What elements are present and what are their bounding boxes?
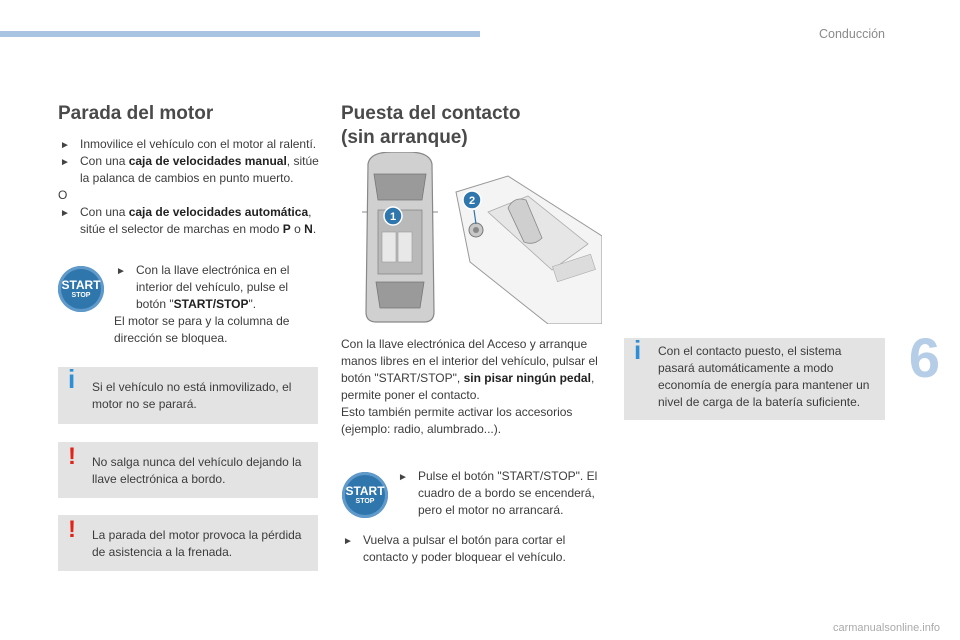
triangle-bullet-icon: ► <box>398 472 408 483</box>
info-box: i Si el vehículo no está inmovilizado, el motor no se parará. <box>58 367 318 424</box>
triangle-bullet-icon: ► <box>343 536 353 547</box>
list-item: ► Con la llave electrónica en el interior del vehículo, pulse el botón "START/STOP". <box>116 263 290 311</box>
triangle-bullet-icon: ► <box>60 208 70 219</box>
svg-text:1: 1 <box>389 211 397 223</box>
ignition-description <box>341 336 603 438</box>
footer-watermark: carmanualsonline.info <box>832 622 940 634</box>
triangle-bullet-icon: ► <box>60 157 70 168</box>
section-title: Conducción <box>818 27 885 41</box>
warning-box: ! No salga nunca del vehículo dejando la llave electrónica a bordo. <box>58 442 318 498</box>
car-console-illustration <box>358 152 602 324</box>
header-bar <box>0 31 480 37</box>
list-item: ► Inmovilice el vehículo con el motor al ralentí. <box>58 136 320 153</box>
ignition-off-step <box>341 532 603 566</box>
triangle-bullet-icon: ► <box>60 140 70 151</box>
car-top-view <box>362 152 438 322</box>
ignition-paragraph: Con la llave electrónica del Acceso y arranque manos libres en el interior del vehículo, pulsar el botón "START/STOP", sin pisar ningún pedal, permite poner el contacto. <box>341 337 598 402</box>
svg-text:2: 2 <box>468 195 476 207</box>
list-item: ► Con una caja de velocidades manual, sitúe la palanca de cambios en punto muerto. <box>60 154 319 185</box>
info-box: i Con el contacto puesto, el sistema pasará automáticamente a modo economía de energía para mantener un nivel de carga de la batería suficiente. <box>624 338 885 420</box>
list-item: ► Pulse el botón "START/STOP". El cuadro de a bordo se encenderá, pero el motor no arrancará. <box>398 469 598 517</box>
start-stop-button-icon: START STOP <box>58 266 104 312</box>
chapter-number: 6 <box>908 326 940 389</box>
list-item: ► Vuelva a pulsar el botón para cortar el contacto y poder bloquear el vehículo. <box>343 533 566 564</box>
ignition-step <box>396 468 602 519</box>
engine-stop-section <box>58 102 320 238</box>
callout-1 <box>384 207 402 225</box>
warning-icon: ! <box>68 516 76 543</box>
ignition-section <box>341 102 601 150</box>
start-stop-button-icon: START STOP <box>342 472 388 518</box>
accessories-paragraph: Esto también permite activar los accesorios (ejemplo: radio, alumbrado...). <box>341 405 573 436</box>
info-icon: i <box>68 364 76 394</box>
warning-box: ! La parada del motor provoca la pérdida de asistencia a la frenada. <box>58 515 318 571</box>
engine-stops-note: El motor se para y la columna de dirección se bloquea. <box>114 314 290 345</box>
ignition-title: Puesta del contacto (sin arranque) <box>341 103 521 148</box>
engine-stop-title: Parada del motor <box>58 103 214 124</box>
or-label: O <box>58 188 68 202</box>
start-stop-instructions <box>114 262 314 347</box>
list-item: ► Con una caja de velocidades automática, sitúe el selector de marchas en modo P o N. <box>60 205 317 236</box>
triangle-bullet-icon: ► <box>116 266 126 277</box>
info-icon: i <box>634 335 642 365</box>
warning-icon: ! <box>68 443 76 470</box>
